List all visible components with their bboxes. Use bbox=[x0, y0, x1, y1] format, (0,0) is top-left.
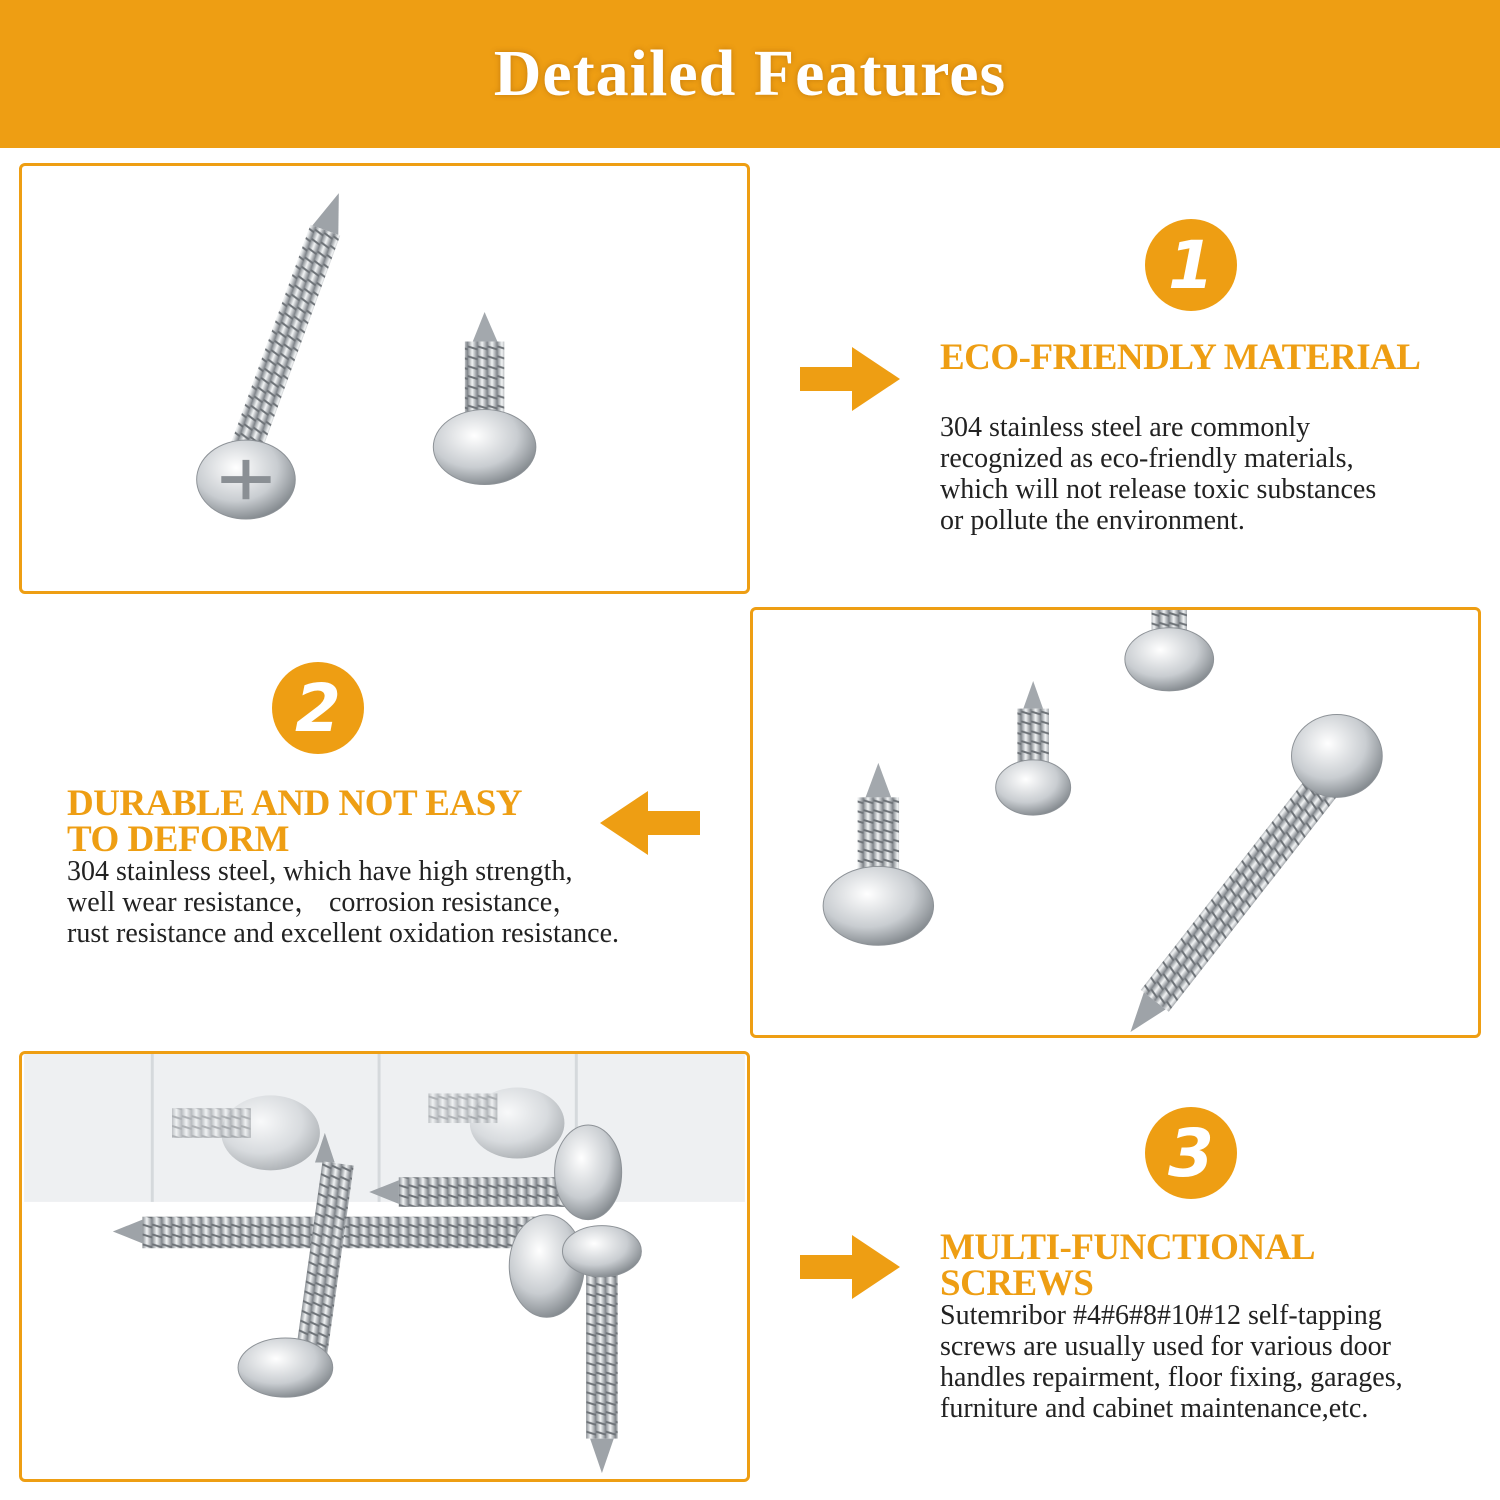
description-line: rust resistance and excellent oxidation resistance. bbox=[67, 918, 620, 949]
description-line: screws are usually used for various door bbox=[940, 1331, 1391, 1362]
number-badge-2: 2 bbox=[272, 662, 364, 754]
description-line: well wear resistance， corrosion resistance， bbox=[67, 887, 581, 918]
description-line: 304 stainless steel are commonly bbox=[940, 412, 1311, 443]
description-line: which will not release toxic substances bbox=[940, 474, 1377, 505]
description-line: 304 stainless steel, which have high strength, bbox=[67, 856, 573, 887]
arrow-right-icon bbox=[800, 347, 900, 411]
description-line: or pollute the environment. bbox=[940, 505, 1245, 536]
arrow-right-icon bbox=[800, 1235, 900, 1299]
screws-image bbox=[753, 610, 1478, 1035]
description-line: handles repairment, floor fixing, garages, bbox=[940, 1362, 1403, 1393]
product-photo-assorted-screws bbox=[750, 607, 1481, 1038]
description-line: recognized as eco-friendly materials, bbox=[940, 443, 1354, 474]
title-line: TO DEFORM bbox=[67, 819, 289, 860]
arrow-left-icon bbox=[600, 791, 700, 855]
title-line: DURABLE AND NOT EASY bbox=[67, 783, 522, 824]
feature-description-multi-functional bbox=[940, 1300, 1485, 1424]
product-photo-screws-in-box bbox=[19, 1051, 750, 1482]
screws-image bbox=[22, 166, 747, 591]
description-line: Sutemribor #4#6#8#10#12 self-tapping bbox=[940, 1300, 1382, 1331]
product-photo-two-screws bbox=[19, 163, 750, 594]
number-badge-1: 1 bbox=[1145, 219, 1237, 311]
feature-title-eco-friendly: ECO-FRIENDLY MATERIAL bbox=[940, 337, 1421, 378]
header-banner bbox=[0, 0, 1500, 148]
feature-title-multi-functional bbox=[940, 1227, 1440, 1304]
feature-description-durable bbox=[67, 856, 747, 949]
feature-description-eco-friendly bbox=[940, 412, 1480, 536]
feature-title-durable bbox=[67, 783, 627, 860]
page-title: Detailed Features bbox=[493, 37, 1007, 110]
number-badge-3: 3 bbox=[1145, 1107, 1237, 1199]
title-line: SCREWS bbox=[940, 1263, 1094, 1304]
description-line: furniture and cabinet maintenance,etc. bbox=[940, 1393, 1369, 1424]
screws-image bbox=[22, 1054, 747, 1479]
title-line: MULTI-FUNCTIONAL bbox=[940, 1227, 1316, 1268]
